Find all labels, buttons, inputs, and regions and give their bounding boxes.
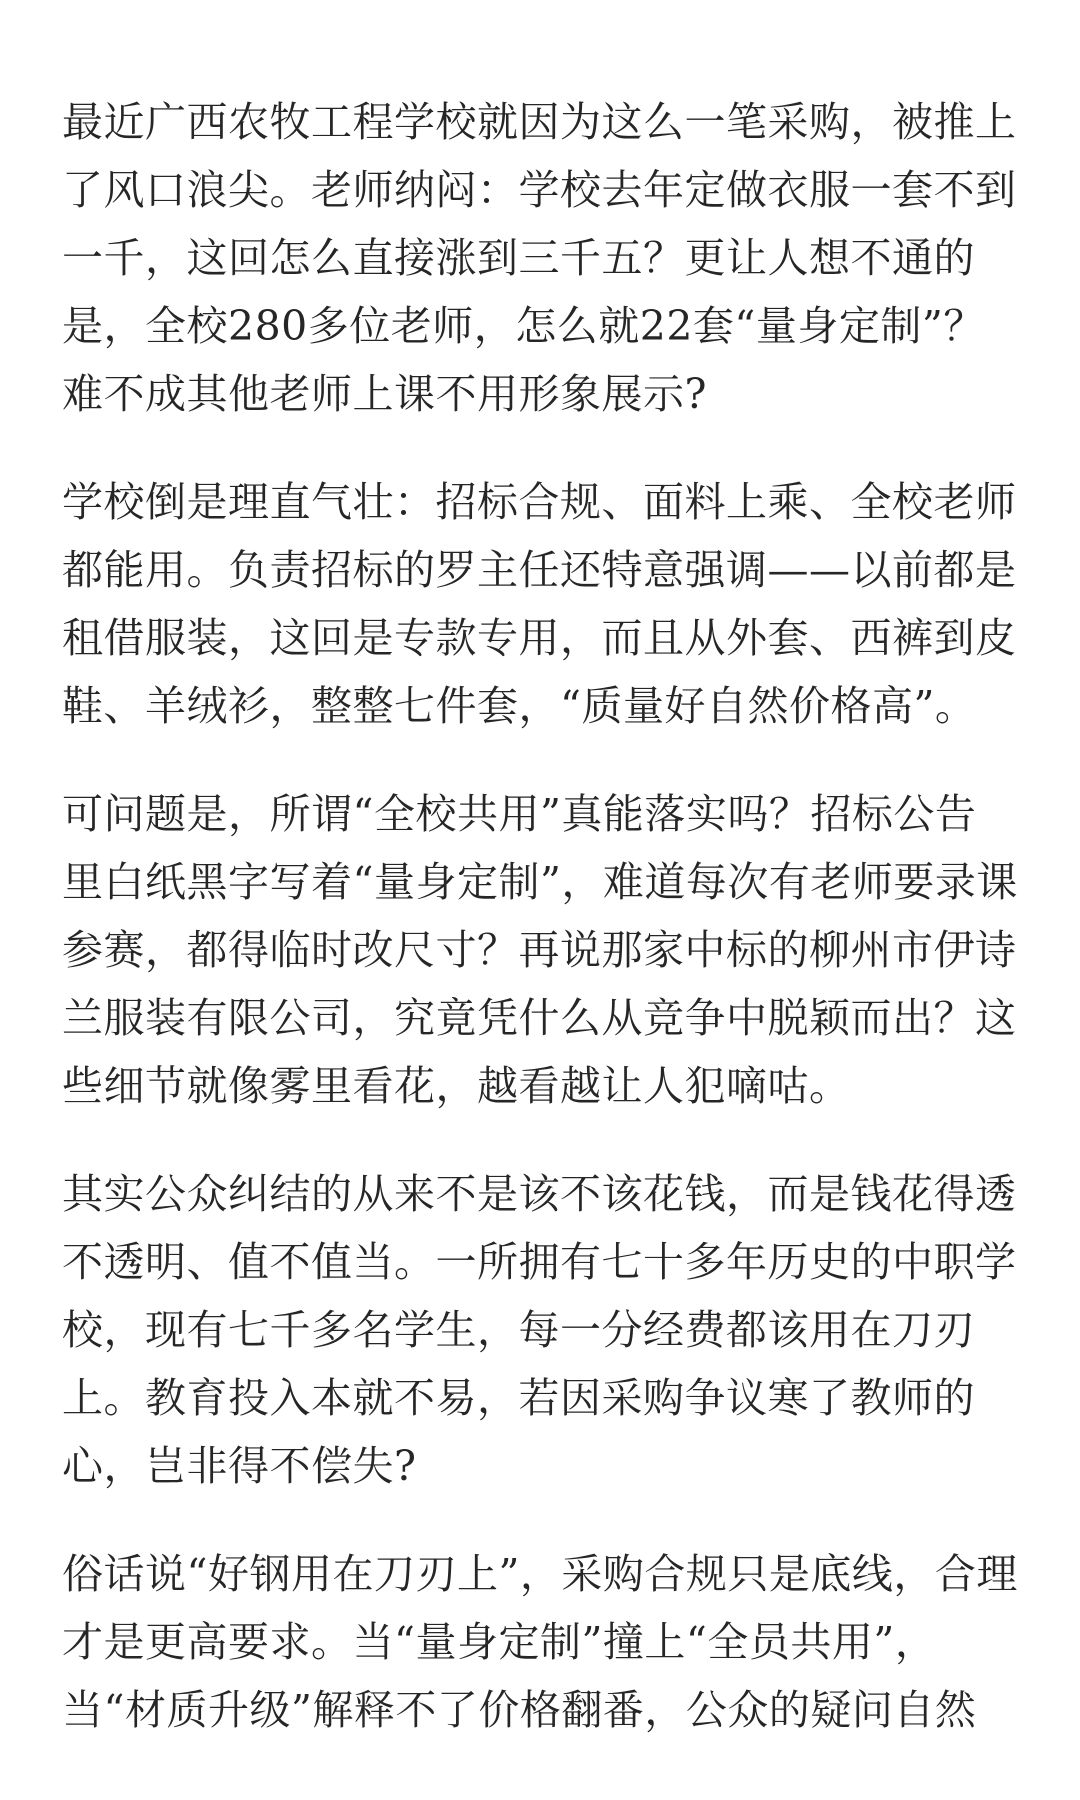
paragraph-4 xyxy=(62,1160,1018,1500)
text-line: 一千，这回怎么直接涨到三千五？更让人想不通的 xyxy=(62,234,975,282)
text-line: 了风口浪尖。老师纳闷：学校去年定做衣服一套不到 xyxy=(62,166,1017,214)
text-line: 里白纸黑字写着“量身定制”，难道每次有老师要录课 xyxy=(62,858,1018,906)
text-line: 其实公众纠结的从来不是该不该花钱，而是钱花得透 xyxy=(62,1170,1017,1218)
text-line: 兰服装有限公司，究竟凭什么从竞争中脱颖而出？这 xyxy=(62,994,1017,1042)
text-line: 参赛，都得临时改尺寸？再说那家中标的柳州市伊诗 xyxy=(62,926,1017,974)
text-line: 都能用。负责招标的罗主任还特意强调——以前都是 xyxy=(62,546,1017,594)
text-line: 些细节就像雾里看花，越看越让人犯嘀咕。 xyxy=(62,1062,851,1110)
text-line: 不透明、值不值当。一所拥有七十多年历史的中职学 xyxy=(62,1238,1017,1286)
text-line: 鞋、羊绒衫，整整七件套，“质量好自然价格高”。 xyxy=(62,682,977,730)
text-line: 难不成其他老师上课不用形象展示? xyxy=(62,370,707,418)
text-line: 才是更高要求。当“量身定制”撞上“全员共用”， xyxy=(62,1618,937,1666)
text-line: 俗话说“好钢用在刀刃上”，采购合规只是底线，合理 xyxy=(62,1550,1018,1598)
paragraph-1 xyxy=(62,88,1018,428)
article-body xyxy=(62,88,1018,1784)
text-line: 是，全校280多位老师，怎么就22套“量身定制”？ xyxy=(62,302,985,350)
text-line: 学校倒是理直气壮：招标合规、面料上乘、全校老师 xyxy=(62,478,1017,526)
paragraph-3 xyxy=(62,780,1018,1120)
text-line: 租借服装，这回是专款专用，而且从外套、西裤到皮 xyxy=(62,614,1017,662)
paragraph-5 xyxy=(62,1540,1018,1744)
text-line: 校，现有七千多名学生，每一分经费都该用在刀刃 xyxy=(62,1306,975,1354)
text-line: 可问题是，所谓“全校共用”真能落实吗？招标公告 xyxy=(62,790,977,838)
text-line: 上。教育投入本就不易，若因采购争议寒了教师的 xyxy=(62,1374,975,1422)
text-line: 最近广西农牧工程学校就因为这么一笔采购，被推上 xyxy=(62,98,1017,146)
text-line: 心，岂非得不偿失? xyxy=(62,1442,417,1490)
text-line: 当“材质升级”解释不了价格翻番，公众的疑问自然 xyxy=(62,1686,977,1734)
paragraph-2 xyxy=(62,468,1018,740)
